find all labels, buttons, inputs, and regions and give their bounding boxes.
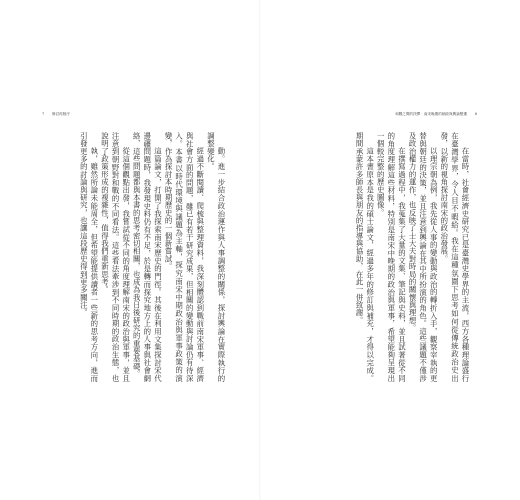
left-paragraph-3: 這篇論文，打開了我探索南宋歷史的門徑。其後在利用文集探討宋代邊疆問題時，我發現史料仍有不足，於是轉而探究地方上的人事與社會網絡，這些問題都與本書的思考密切相關，也成為我日後研究的重要基礎。 (132, 132, 163, 382)
left-running-title: 修訂再版序 (52, 112, 70, 116)
left-page-number: 7 (42, 112, 45, 116)
left-page-body (64, 132, 226, 382)
left-paragraph-5: 執，雖然所論未能周全，但希望能提供讀者一些新的思考方向，進而引發更多的討論與研究，也讓這段歷史得到更多關注。 (79, 132, 99, 382)
right-paragraph-1: 在當時，社會經濟史研究已是臺灣史學界的主流，西方各種理論盛行在臺灣學界，令人目不暇給。我在這種氛圍下思考如何從傳統政治史出發，以新的視角探討南宋的政治發展。 (439, 132, 470, 382)
right-paragraph-3: 在撰寫過程中，我蒐集了大量的文集、筆記與史料，並且試著從不同的角度理解這些材料，特別是南宋中晚期的政治與軍事，希望能夠呈現出一個較完整的歷史圖像。 (376, 132, 407, 382)
right-page-number: 6 (474, 112, 477, 116)
right-paragraph-4: 這本書原本是我的碩士論文，經過多年的修訂與補充，才得以完成。期間承蒙許多師長與朋友的指導與協助，在此一併致謝。 (355, 132, 375, 382)
left-paragraph-2: 經過不斷閱讀、爬梳與整理資料，我深刻體認到戰前南宋軍事、經濟與社會方面的問題，雖已有若干研究成果，但相關的變動與討論仍有待深入。本書以時代環境與議題為主軸，探究南宋中期政治與軍事政策的演變，作為探討本時期歷史的一個新嘗試。 (164, 132, 205, 382)
left-paragraph-4: 從這個觀點出發，我嘗試從不同的角度理解南宋的政治與軍事，並且注意到朝野對和戰的不同看法。這些看法牽涉到不同時期的政治生態，也說明了政策形成的複雜性，值得我們重新思考。 (100, 132, 131, 382)
book-gutter (259, 0, 261, 500)
right-paragraph-2: 以理宗朝為例，我先從人事的變動與政治的轉折入手，觀察宰執的更替與朝廷的決策，並且注意到輿論在其中所扮演的角色。這些議題不僅涉及政治權力的運作，也反映了士大夫對時局的關懷與理想。 (408, 132, 439, 382)
right-page-body (282, 132, 470, 382)
left-paragraph-1: 動。進一步結合政治運作與人事調整的關係，探討輿論在實際執行的調整變化。 (206, 132, 226, 382)
right-running-title: 和戰之間的抉擇：南宋晚期的朝政與輿論變遷 (395, 112, 467, 116)
